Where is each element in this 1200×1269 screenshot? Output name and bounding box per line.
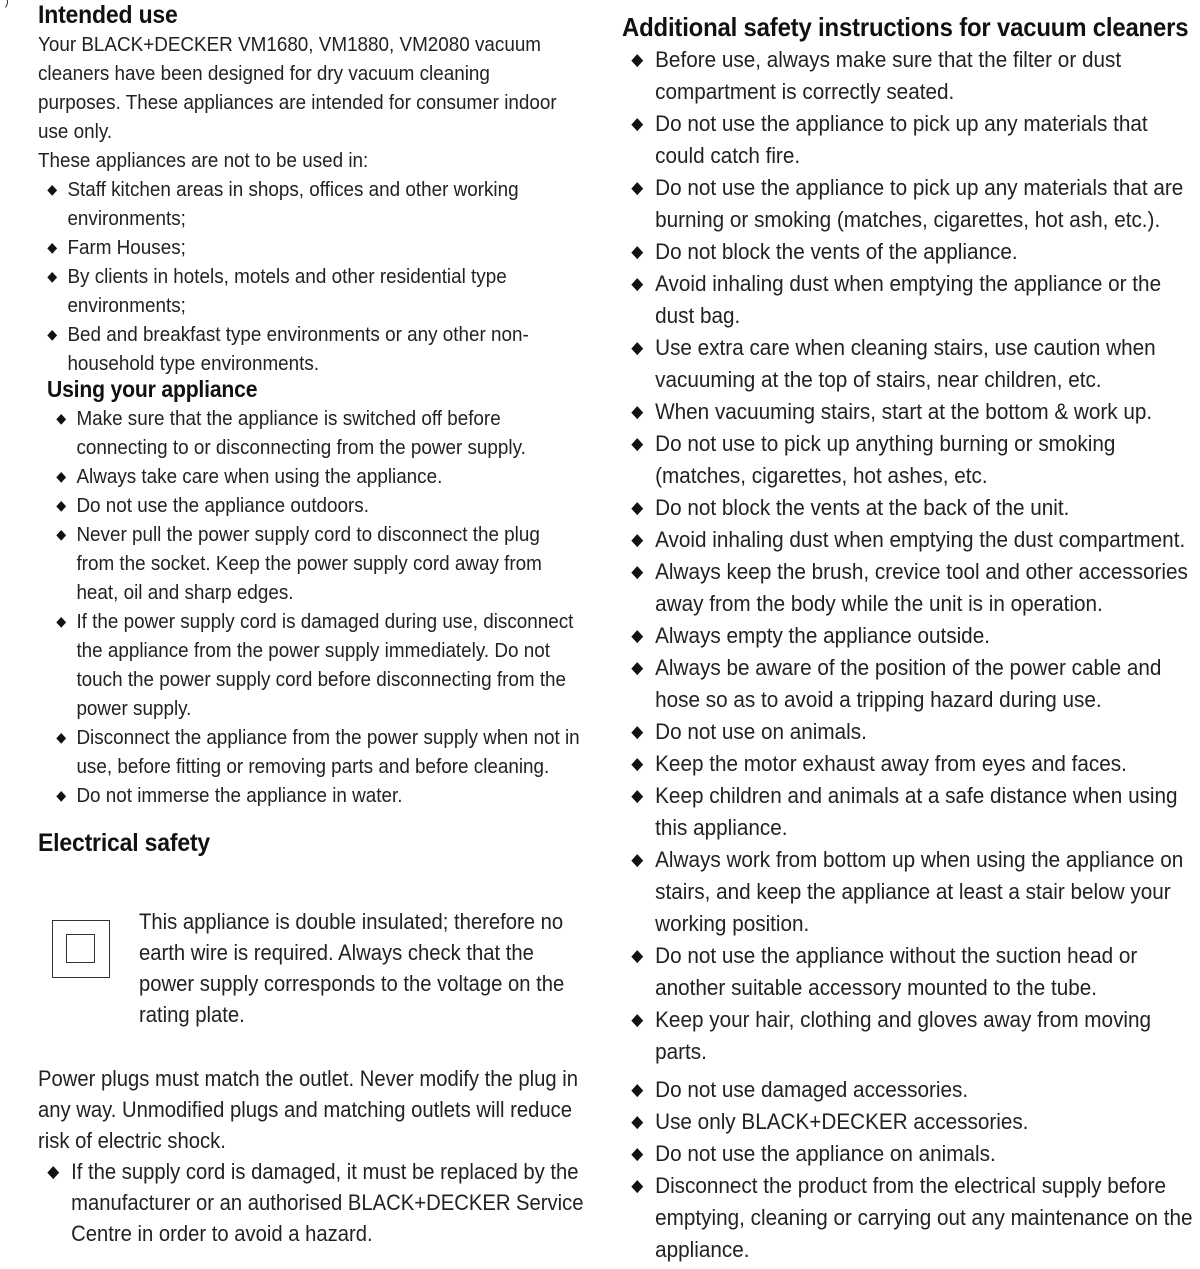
bullet-diamond-icon: ◆: [631, 114, 644, 133]
not-used-intro: These appliances are not to be used in:: [38, 149, 369, 172]
list-item: ◆ Keep the motor exhaust away from eyes and faces.: [622, 748, 1194, 780]
list-item: ◆ If the power supply cord is damaged during use, disconnect the appliance from the power supply immediately. Do not touch the power supply cord before disconnecting from the power supply.: [47, 607, 581, 723]
list-item: ◆ Do not immerse the appliance in water.: [47, 781, 581, 810]
list-item: ◆ Always be aware of the position of the power cable and hose so as to avoid a tripping hazard during use.: [622, 652, 1194, 716]
bullet-diamond-icon: ◆: [631, 658, 644, 677]
bullet-diamond-icon: ◆: [631, 1080, 644, 1099]
bullet-diamond-icon: ◆: [47, 239, 58, 255]
list-item: ◆ Do not use the appliance outdoors.: [47, 491, 581, 520]
bullet-diamond-icon: ◆: [631, 754, 644, 773]
bullet-diamond-icon: ◆: [631, 402, 644, 421]
bullet-diamond-icon: ◆: [631, 1176, 644, 1195]
using-heading: Using your appliance: [47, 376, 258, 402]
list-item: ◆ Do not use to pick up anything burning or smoking (matches, cigarettes, hot ashes, etc.: [622, 428, 1194, 492]
list-item: ◆ Do not use the appliance to pick up any materials that could catch fire.: [622, 108, 1194, 172]
list-item: ◆ Keep your hair, clothing and gloves away from moving parts.: [622, 1004, 1194, 1068]
bullet-diamond-icon: ◆: [631, 562, 644, 581]
electrical-heading: Electrical safety: [38, 829, 211, 857]
plugs-paragraph: Power plugs must match the outlet. Never modify the plug in any way. Unmodified plugs and matching outlets will reduce risk of electric shock.: [38, 1066, 578, 1153]
list-item: ◆ Keep children and animals at a safe distance when using this appliance.: [622, 780, 1194, 844]
list-item: ◆ Farm Houses;: [38, 233, 572, 262]
using-list: [47, 404, 581, 810]
bullet-diamond-icon: ◆: [47, 326, 58, 342]
corner-mark: [0, 0, 8, 10]
list-item: ◆ When vacuuming stairs, start at the bottom & work up.: [622, 396, 1194, 428]
bullet-diamond-icon: ◆: [631, 50, 644, 69]
list-item: ◆ Never pull the power supply cord to disconnect the plug from the socket. Keep the power supply cord away from heat, oil and sharp edges.: [47, 520, 581, 607]
intended-use-section: [38, 30, 572, 378]
bullet-diamond-icon: ◆: [56, 729, 67, 745]
bullet-diamond-icon: ◆: [56, 526, 67, 542]
list-item: ◆ Always empty the appliance outside.: [622, 620, 1194, 652]
list-item: ◆ Do not use the appliance on animals.: [622, 1138, 1194, 1170]
bullet-diamond-icon: ◆: [631, 338, 644, 357]
bullet-diamond-icon: ◆: [631, 1144, 644, 1163]
bullet-diamond-icon: ◆: [631, 722, 644, 741]
list-item: ◆ Use extra care when cleaning stairs, use caution when vacuuming at the top of stairs, near children, etc.: [622, 332, 1194, 396]
list-item: ◆ Make sure that the appliance is switched off before connecting to or disconnecting from the power supply.: [47, 404, 581, 462]
list-item: ◆ If the supply cord is damaged, it must be replaced by the manufacturer or an authorised BLACK+DECKER Service Centre in order to avoid a hazard.: [38, 1156, 599, 1249]
intended-use-heading: Intended use: [38, 1, 178, 29]
list-item: ◆ Bed and breakfast type environments or any other non-household type environments.: [38, 320, 572, 378]
intended-use-paragraph: Your BLACK+DECKER VM1680, VM1880, VM2080 vacuum cleaners have been designed for dry vacuum cleaning purposes. These appliances are intended for consumer indoor use only.: [38, 33, 557, 143]
list-item: ◆ Disconnect the product from the electrical supply before emptying, cleaning or carrying out any maintenance on the appliance.: [622, 1170, 1194, 1266]
electrical-section: [38, 1063, 599, 1249]
list-item: ◆ Always take care when using the appliance.: [47, 462, 581, 491]
not-used-list: [38, 175, 572, 378]
bullet-diamond-icon: ◆: [631, 1010, 644, 1029]
bullet-diamond-icon: ◆: [631, 274, 644, 293]
list-item: ◆ Do not use damaged accessories.: [622, 1074, 1194, 1106]
list-item: ◆ Do not block the vents of the appliance.: [622, 236, 1194, 268]
bullet-diamond-icon: ◆: [56, 497, 67, 513]
right-column: [622, 10, 1200, 1266]
bullet-diamond-icon: ◆: [631, 498, 644, 517]
list-item: ◆ Do not use the appliance without the suction head or another suitable accessory mounted to the tube.: [622, 940, 1194, 1004]
bullet-diamond-icon: ◆: [631, 178, 644, 197]
list-item: ◆ Do not use on animals.: [622, 716, 1194, 748]
bullet-diamond-icon: ◆: [47, 181, 58, 197]
additional-heading: Additional safety instructions for vacuum cleaners: [622, 12, 1189, 42]
list-item: ◆ Avoid inhaling dust when emptying the appliance or the dust bag.: [622, 268, 1194, 332]
bullet-diamond-icon: ◆: [56, 613, 67, 629]
list-item: ◆ Staff kitchen areas in shops, offices and other working environments;: [38, 175, 572, 233]
list-item: ◆ Do not use the appliance to pick up any materials that are burning or smoking (matches, cigarettes, hot ash, etc.).: [622, 172, 1194, 236]
bullet-diamond-icon: ◆: [631, 530, 644, 549]
using-section: [47, 404, 581, 810]
bullet-diamond-icon: ◆: [631, 850, 644, 869]
list-item: ◆ Before use, always make sure that the filter or dust compartment is correctly seated.: [622, 44, 1194, 108]
list-item: ◆ Do not block the vents at the back of the unit.: [622, 492, 1194, 524]
bullet-diamond-icon: ◆: [56, 468, 67, 484]
electrical-list: [38, 1156, 599, 1249]
list-item: ◆ Disconnect the appliance from the power supply when not in use, before fitting or removing parts and before cleaning.: [47, 723, 581, 781]
bullet-diamond-icon: ◆: [47, 1162, 60, 1181]
additional-list: [622, 44, 1194, 1266]
bullet-diamond-icon: ◆: [631, 1112, 644, 1131]
left-column: [38, 0, 598, 858]
list-item: ◆ Always keep the brush, crevice tool and other accessories away from the body while the unit is in operation.: [622, 556, 1194, 620]
bullet-diamond-icon: ◆: [631, 946, 644, 965]
bullet-diamond-icon: ◆: [631, 786, 644, 805]
bullet-diamond-icon: ◆: [56, 410, 67, 426]
list-item: ◆ By clients in hotels, motels and other residential type environments;: [38, 262, 572, 320]
bullet-diamond-icon: ◆: [631, 242, 644, 261]
list-item: ◆ Use only BLACK+DECKER accessories.: [622, 1106, 1194, 1138]
double-insulated-text: This appliance is double insulated; therefore no earth wire is required. Always check that the power supply corresponds to the voltage on the rating plate.: [139, 909, 565, 1027]
double-insulation-symbol-icon: [52, 920, 110, 978]
list-item: ◆ Avoid inhaling dust when emptying the dust compartment.: [622, 524, 1194, 556]
bullet-diamond-icon: ◆: [47, 268, 58, 284]
bullet-diamond-icon: ◆: [631, 434, 644, 453]
additional-section: [622, 44, 1194, 1266]
bullet-diamond-icon: ◆: [56, 787, 67, 803]
bullet-diamond-icon: ◆: [631, 626, 644, 645]
list-item: ◆ Always work from bottom up when using the appliance on stairs, and keep the appliance at least a stair below your working position.: [622, 844, 1194, 940]
